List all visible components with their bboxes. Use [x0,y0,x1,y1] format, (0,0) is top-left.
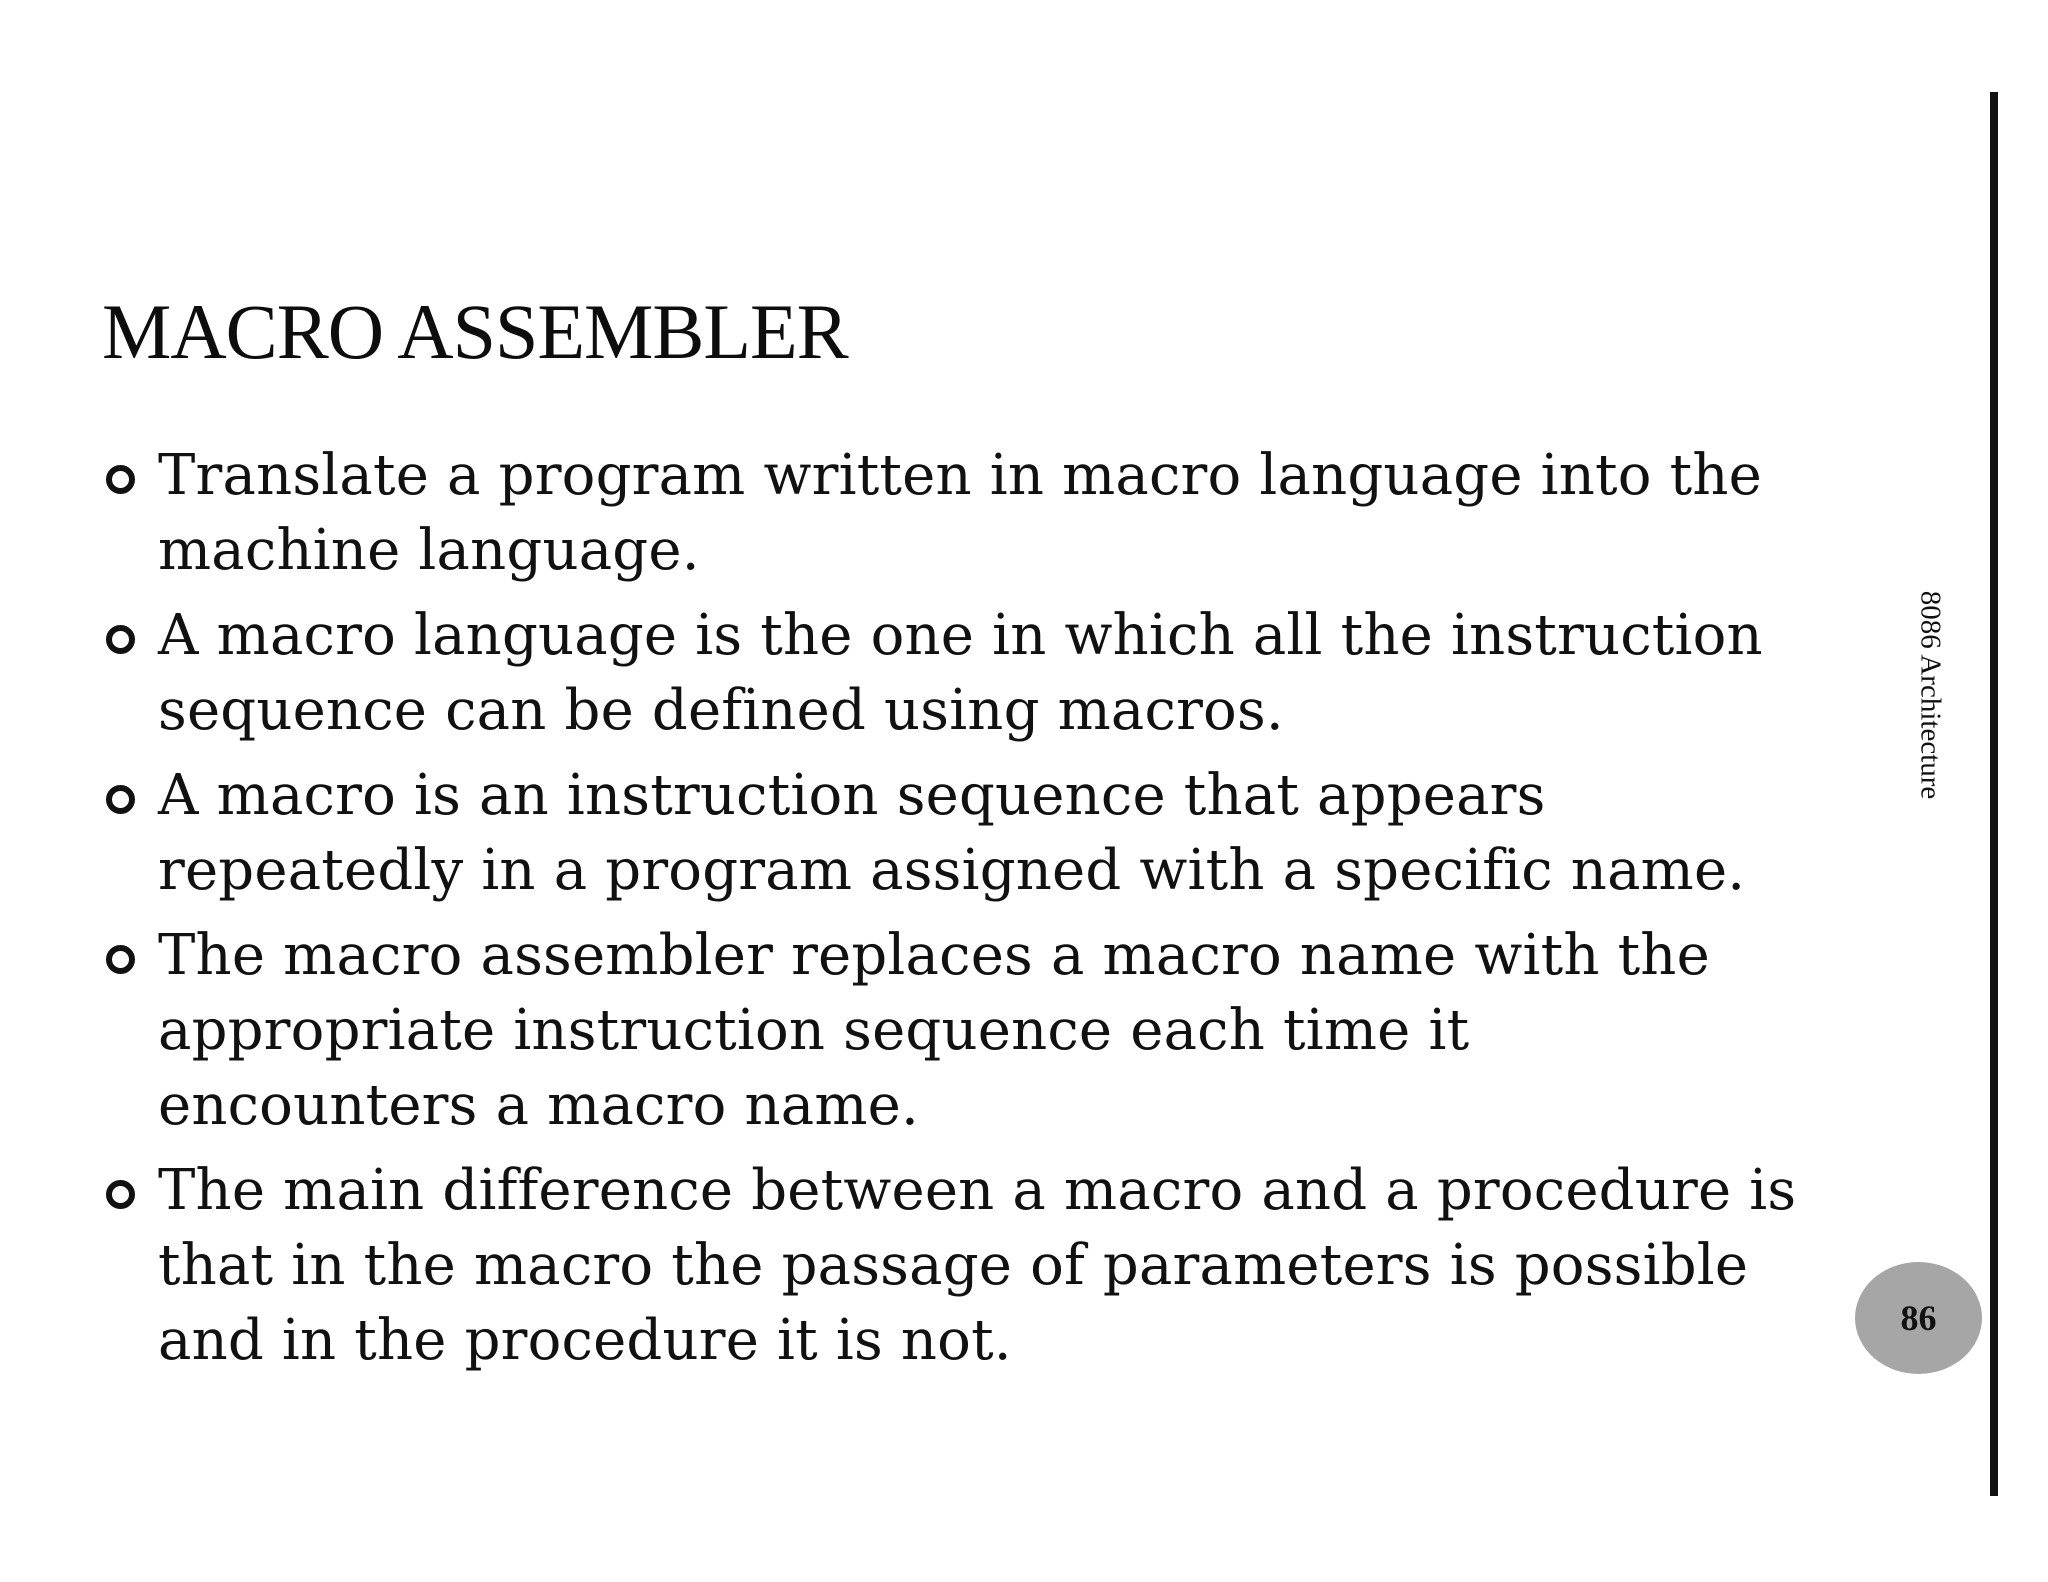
bullet-text: A macro is an instruction sequence that appears repeatedly in a program assigned with a specific name. [158,763,1746,903]
bullet-item [102,1153,1802,1378]
bullet-item [102,918,1802,1143]
side-label-text: 8086 Architecture [1914,590,1947,800]
bullet-text: A macro language is the one in which all the instruction sequence can be defined using macros. [158,603,1763,743]
hollow-circle-bullet-icon [106,785,135,814]
hollow-circle-bullet-icon [106,1180,135,1209]
bullet-text: The macro assembler replaces a macro name with the appropriate instruction sequence each time it encounters a macro name. [158,923,1710,1138]
hollow-circle-bullet-icon [106,625,135,654]
page-number-badge [1855,1262,1982,1374]
bullet-item [102,598,1802,748]
bullet-item [102,758,1802,908]
hollow-circle-bullet-icon [106,465,135,494]
page-number: 86 [1900,1298,1937,1338]
bullet-text: The main difference between a macro and a procedure is that in the macro the passage of parameters is possible and in the procedure it is not. [158,1158,1797,1373]
bullet-list [102,438,1802,1388]
slide-title: MACRO ASSEMBLER [102,288,848,375]
bullet-item [102,438,1802,588]
right-vertical-rule [1990,92,1998,1496]
bullet-text: Translate a program written in macro language into the machine language. [158,443,1762,583]
hollow-circle-bullet-icon [106,945,135,974]
